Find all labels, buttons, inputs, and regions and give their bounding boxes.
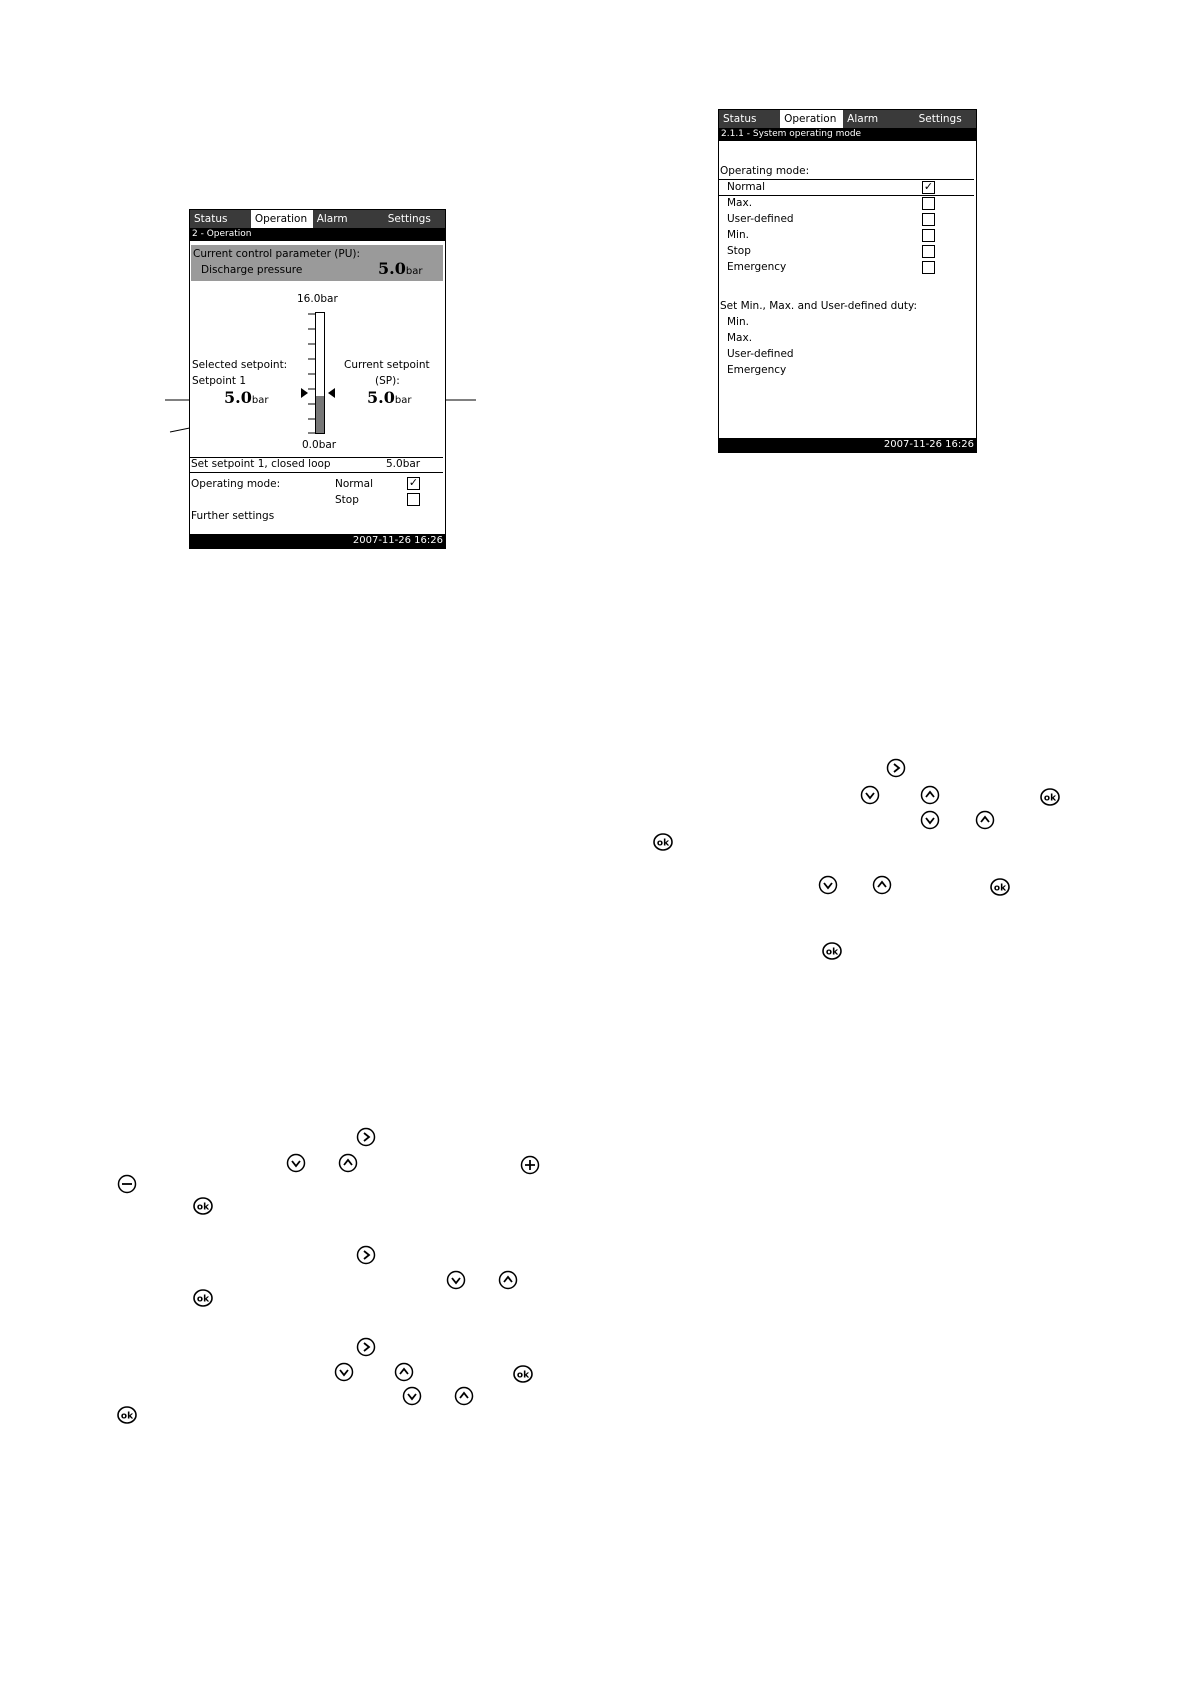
minus-button-icon bbox=[117, 1174, 137, 1194]
menu-path: 2.1.1 - System operating mode bbox=[719, 128, 976, 141]
operation-screen bbox=[189, 209, 446, 549]
scale-max-label: 16.0bar bbox=[297, 293, 338, 305]
selected-setpoint-value: 5.0 bbox=[224, 388, 252, 407]
operating-mode-label: Operating mode: bbox=[720, 165, 810, 177]
current-setpoint-sub: (SP): bbox=[375, 375, 400, 387]
ok-button-icon bbox=[822, 941, 842, 961]
tab-settings[interactable]: Settings bbox=[387, 213, 431, 225]
mode-row-emergency[interactable] bbox=[719, 260, 974, 275]
scale-min-label: 0.0bar bbox=[302, 439, 337, 451]
mode-normal-checkbox[interactable]: ✓ bbox=[408, 476, 419, 489]
mode-label: Min. bbox=[727, 229, 749, 241]
tab-operation[interactable]: Operation bbox=[780, 110, 843, 128]
chevron-right-button-icon bbox=[886, 758, 906, 778]
svg-text:ok: ok bbox=[196, 1202, 210, 1213]
chevron-up-button-icon bbox=[498, 1270, 518, 1290]
duty-item-emergency[interactable]: Emergency bbox=[727, 364, 787, 376]
mode-label: User-defined bbox=[727, 213, 794, 225]
control-param-value: 5.0 bbox=[378, 259, 406, 278]
system-operating-mode-screen bbox=[718, 109, 977, 453]
scale-ticks bbox=[302, 312, 316, 434]
control-param-unit: bar bbox=[405, 266, 423, 277]
chevron-right-button-icon bbox=[356, 1127, 376, 1147]
current-setpoint-label: Current setpoint bbox=[344, 359, 430, 371]
mode-label: Stop bbox=[727, 245, 751, 257]
chevron-down-button-icon bbox=[446, 1270, 466, 1290]
tab-alarm[interactable]: Alarm bbox=[316, 213, 348, 225]
ok-button-icon bbox=[193, 1288, 213, 1308]
selected-setpoint-readout bbox=[224, 388, 268, 407]
chevron-down-button-icon bbox=[860, 785, 880, 805]
current-setpoint-marker-icon bbox=[327, 388, 335, 398]
mode-row-stop[interactable] bbox=[719, 244, 974, 259]
duty-item-user-defined[interactable]: User-defined bbox=[727, 348, 794, 360]
chevron-up-button-icon bbox=[920, 785, 940, 805]
menu-tabs bbox=[190, 210, 445, 228]
ok-button-icon bbox=[990, 877, 1010, 897]
chevron-down-button-icon bbox=[334, 1362, 354, 1382]
mode-row-normal[interactable] bbox=[719, 179, 974, 196]
duty-settings-label: Set Min., Max. and User-defined duty: bbox=[720, 300, 918, 312]
duty-item-min[interactable]: Min. bbox=[727, 316, 749, 328]
mode-label: Max. bbox=[727, 197, 753, 209]
control-param-name: Discharge pressure bbox=[201, 264, 303, 276]
mode-checkbox[interactable] bbox=[922, 261, 935, 274]
chevron-right-button-icon bbox=[356, 1337, 376, 1357]
ok-button-icon bbox=[193, 1196, 213, 1216]
menu-tabs bbox=[719, 110, 976, 128]
mode-checkbox[interactable]: ✓ bbox=[923, 180, 934, 193]
current-setpoint-unit: bar bbox=[394, 395, 412, 406]
plus-button-icon bbox=[520, 1155, 540, 1175]
mode-checkbox[interactable] bbox=[922, 213, 935, 226]
duty-item-max[interactable]: Max. bbox=[727, 332, 753, 344]
mode-checkbox[interactable] bbox=[922, 229, 935, 242]
chevron-up-button-icon bbox=[975, 810, 995, 830]
tab-alarm[interactable]: Alarm bbox=[847, 113, 879, 125]
control-param-readout bbox=[378, 259, 422, 278]
set-setpoint-row[interactable] bbox=[190, 457, 443, 473]
chevron-right-button-icon bbox=[356, 1245, 376, 1265]
control-parameter-panel bbox=[191, 245, 443, 281]
svg-text:ok: ok bbox=[196, 1294, 210, 1305]
mode-label: Emergency bbox=[727, 261, 787, 273]
chevron-up-button-icon bbox=[394, 1362, 414, 1382]
mode-row-min[interactable] bbox=[719, 228, 974, 243]
svg-text:ok: ok bbox=[656, 838, 670, 849]
tab-settings[interactable]: Settings bbox=[918, 113, 962, 125]
mode-checkbox[interactable] bbox=[922, 197, 935, 210]
further-settings-item[interactable]: Further settings bbox=[191, 510, 275, 522]
scale-level-fill bbox=[316, 396, 324, 434]
operating-mode-label: Operating mode: bbox=[191, 478, 281, 490]
selected-setpoint-marker-icon bbox=[301, 388, 309, 398]
menu-path: 2 - Operation bbox=[190, 228, 445, 241]
chevron-up-button-icon bbox=[454, 1386, 474, 1406]
svg-text:ok: ok bbox=[825, 947, 839, 958]
mode-checkbox[interactable] bbox=[922, 245, 935, 258]
tab-status[interactable]: Status bbox=[723, 113, 757, 125]
chevron-down-button-icon bbox=[402, 1386, 422, 1406]
mode-row-user-defined[interactable] bbox=[719, 212, 974, 227]
chevron-down-button-icon bbox=[920, 810, 940, 830]
svg-text:ok: ok bbox=[120, 1411, 134, 1422]
chevron-up-button-icon bbox=[872, 875, 892, 895]
mode-label: Normal bbox=[727, 181, 765, 193]
selected-setpoint-name: Setpoint 1 bbox=[192, 375, 247, 387]
status-bar-datetime: 2007-11-26 16:26 bbox=[719, 438, 976, 452]
tab-operation[interactable]: Operation bbox=[251, 210, 313, 228]
ok-button-icon bbox=[1040, 787, 1060, 807]
selected-setpoint-label: Selected setpoint: bbox=[192, 359, 288, 371]
current-setpoint-value: 5.0 bbox=[367, 388, 395, 407]
chevron-down-button-icon bbox=[818, 875, 838, 895]
set-setpoint-label: Set setpoint 1, closed loop bbox=[191, 458, 331, 470]
mode-stop-checkbox[interactable] bbox=[407, 493, 420, 506]
chevron-down-button-icon bbox=[286, 1153, 306, 1173]
mode-stop-label: Stop bbox=[335, 494, 359, 506]
ok-button-icon bbox=[117, 1405, 137, 1425]
current-setpoint-readout bbox=[367, 388, 411, 407]
svg-text:ok: ok bbox=[516, 1370, 530, 1381]
status-bar-datetime: 2007-11-26 16:26 bbox=[190, 534, 445, 548]
mode-row-max[interactable] bbox=[719, 196, 974, 211]
mode-normal-label: Normal bbox=[335, 478, 373, 490]
selected-setpoint-unit: bar bbox=[251, 395, 269, 406]
set-setpoint-value: 5.0bar bbox=[386, 458, 421, 470]
setpoint-scale bbox=[315, 312, 325, 434]
tab-status[interactable]: Status bbox=[194, 213, 228, 225]
control-param-label: Current control parameter (PU): bbox=[193, 248, 361, 260]
svg-text:ok: ok bbox=[1043, 793, 1057, 804]
chevron-up-button-icon bbox=[338, 1153, 358, 1173]
svg-text:ok: ok bbox=[993, 883, 1007, 894]
ok-button-icon bbox=[653, 832, 673, 852]
ok-button-icon bbox=[513, 1364, 533, 1384]
